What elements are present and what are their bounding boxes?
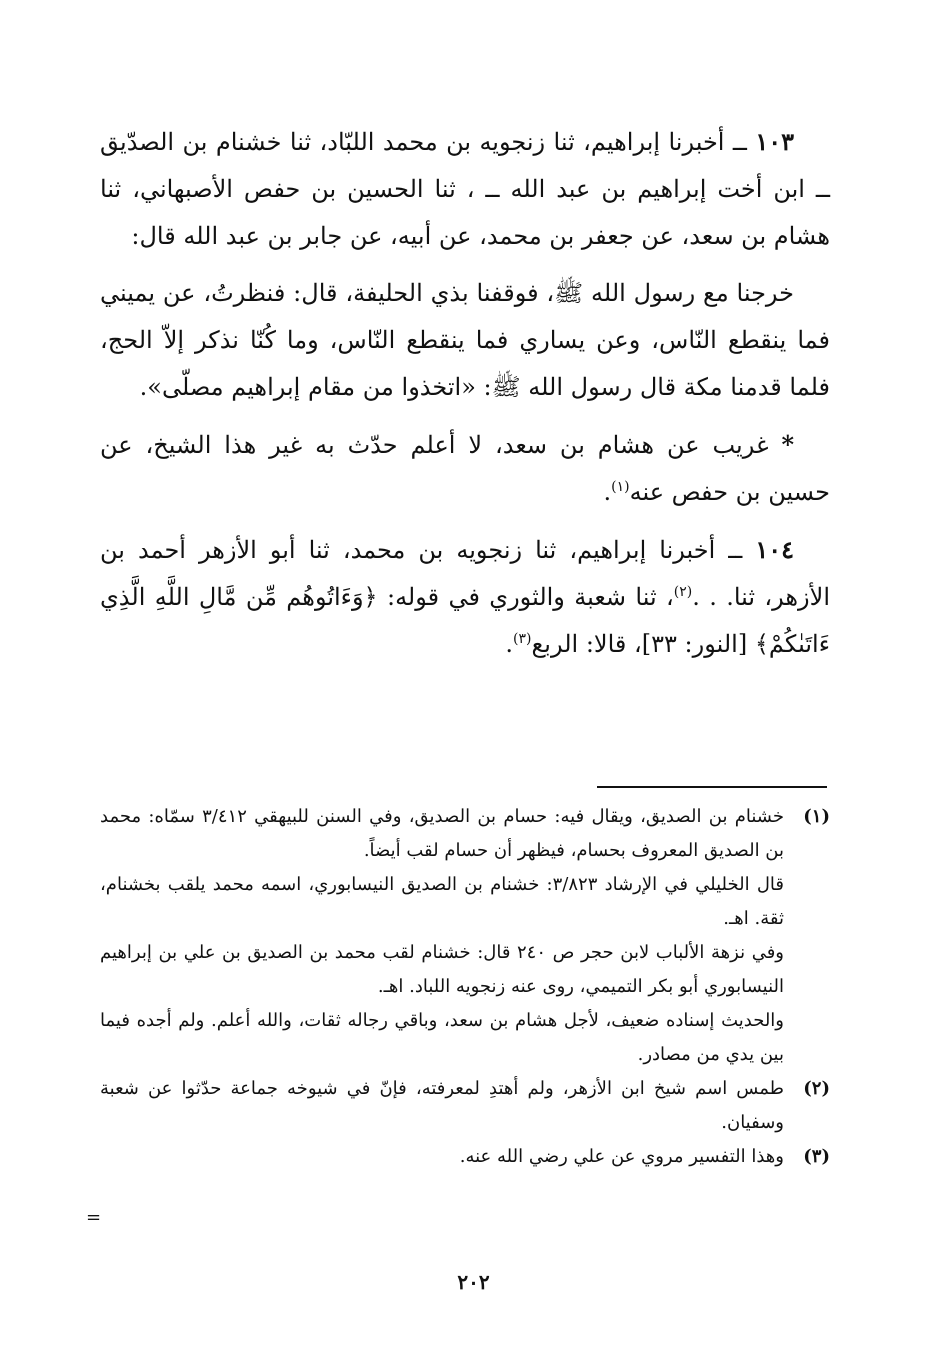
paragraph-text: ــ أخبرنا إبراهيم، ثنا زنجويه بن محمد، ثنا أبو الأزهر أحمد بن الأزهر، ثنا. . .	[100, 536, 830, 611]
footnote-line: والحديث إسناده ضعيف، لأجل هشام بن سعد، وباقي رجاله ثقات، والله أعلم. ولم أجده فيما بين يدي من مصادر.	[100, 1010, 784, 1065]
paragraph-text: خرجنا مع رسول الله ﷺ، فوقفنا بذي الحليفة، قال: فنظرتُ، عن يميني فما ينقطع النّاس، وعن يساري فما ينقطع النّاس، وما كُنّا نذكر إلاّ الحج، فلما قدمنا مكة قال رسول الله ﷺ: «اتخذوا من مقام إبراهيم مصلّى».	[100, 279, 830, 401]
sentence-end: .	[603, 478, 612, 506]
footnote-body	[100, 1140, 784, 1174]
footnote-body	[100, 1072, 784, 1140]
footnote-line: خشنام بن الصديق، ويقال فيه: حسام بن الصديق، وفي السنن للبيهقي ٣/٤١٢ سمّاه: محمد بن الصديق المعروف بحسام، فيظهر أن حسام لقب أيضاً.	[100, 806, 784, 861]
continuation-mark: =	[86, 1207, 102, 1228]
paragraph-text: ــ أخبرنا إبراهيم، ثنا زنجويه بن محمد اللبّاد، ثنا خشنام بن الصدّيق ــ ابن أخت إبراهيم بن عبد الله ــ ، ثنا الحسين بن حفص الأصبهاني، ثنا هشام بن سعد، عن جعفر بن محمد، عن أبيه، عن جابر بن عبد الله قال:	[100, 128, 830, 250]
main-text	[100, 118, 830, 678]
paragraph-text: ، ثنا شعبة والثوري في قوله: ﴿وَءَاتُوهُم مِّن مَّالِ اللَّهِ الَّذِي ءَاتَىٰكُمْ﴾ [النور: ٣٣]، قالا: الربع	[100, 583, 830, 658]
footnote-number: (٢)	[803, 1078, 830, 1099]
footnotes	[100, 800, 830, 1174]
footnote-divider	[597, 786, 827, 788]
sentence-end: .	[505, 630, 514, 658]
footnote-line: وهذا التفسير مروي عن علي رضي الله عنه.	[459, 1146, 784, 1167]
paragraph-103	[100, 118, 830, 260]
footnote-ref[interactable]: (٣)	[513, 631, 532, 647]
footnote-line: وفي نزهة الألباب لابن حجر ص ٢٤٠ قال: خشنام لقب محمد بن الصديق بن علي بن إبراهيم النيسابوري أبو بكر التميمي، روى عنه زنجويه اللباد. اهـ.	[100, 942, 784, 997]
footnote-line: قال الخليلي في الإرشاد ٣/٨٢٣: خشنام بن الصديق النيسابوري، اسمه محمد يلقب بخشنام، ثقة. اهـ.	[100, 874, 784, 929]
footnote-number: (٣)	[803, 1146, 830, 1167]
footnote-2	[100, 1072, 830, 1140]
footnote-body	[100, 800, 784, 1072]
hadith-number: ١٠٣	[755, 127, 794, 156]
footnote-3	[100, 1140, 830, 1174]
hadith-number: ١٠٤	[755, 535, 794, 564]
footnote-line: طمس اسم شيخ ابن الأزهر، ولم أهتدِ لمعرفته، فإنّ في شيوخه جماعة حدّثوا عن شعبة وسفيان.	[100, 1078, 784, 1133]
footnote-number: (١)	[803, 806, 830, 827]
footnote-ref[interactable]: (١)	[611, 479, 630, 495]
paragraph-text: غريب عن هشام بن سعد، لا أعلم حدّث به غير هذا الشيخ، عن حسين بن حفص عنه	[100, 431, 830, 506]
paragraph-104	[100, 526, 830, 668]
footnote-ref[interactable]: (٢)	[673, 584, 693, 600]
footnote-1	[100, 800, 830, 1072]
page-number: ٢٠٢	[457, 1270, 490, 1294]
grading-note	[100, 421, 830, 516]
hadith-text	[100, 270, 830, 411]
asterisk-marker: *	[781, 430, 794, 459]
